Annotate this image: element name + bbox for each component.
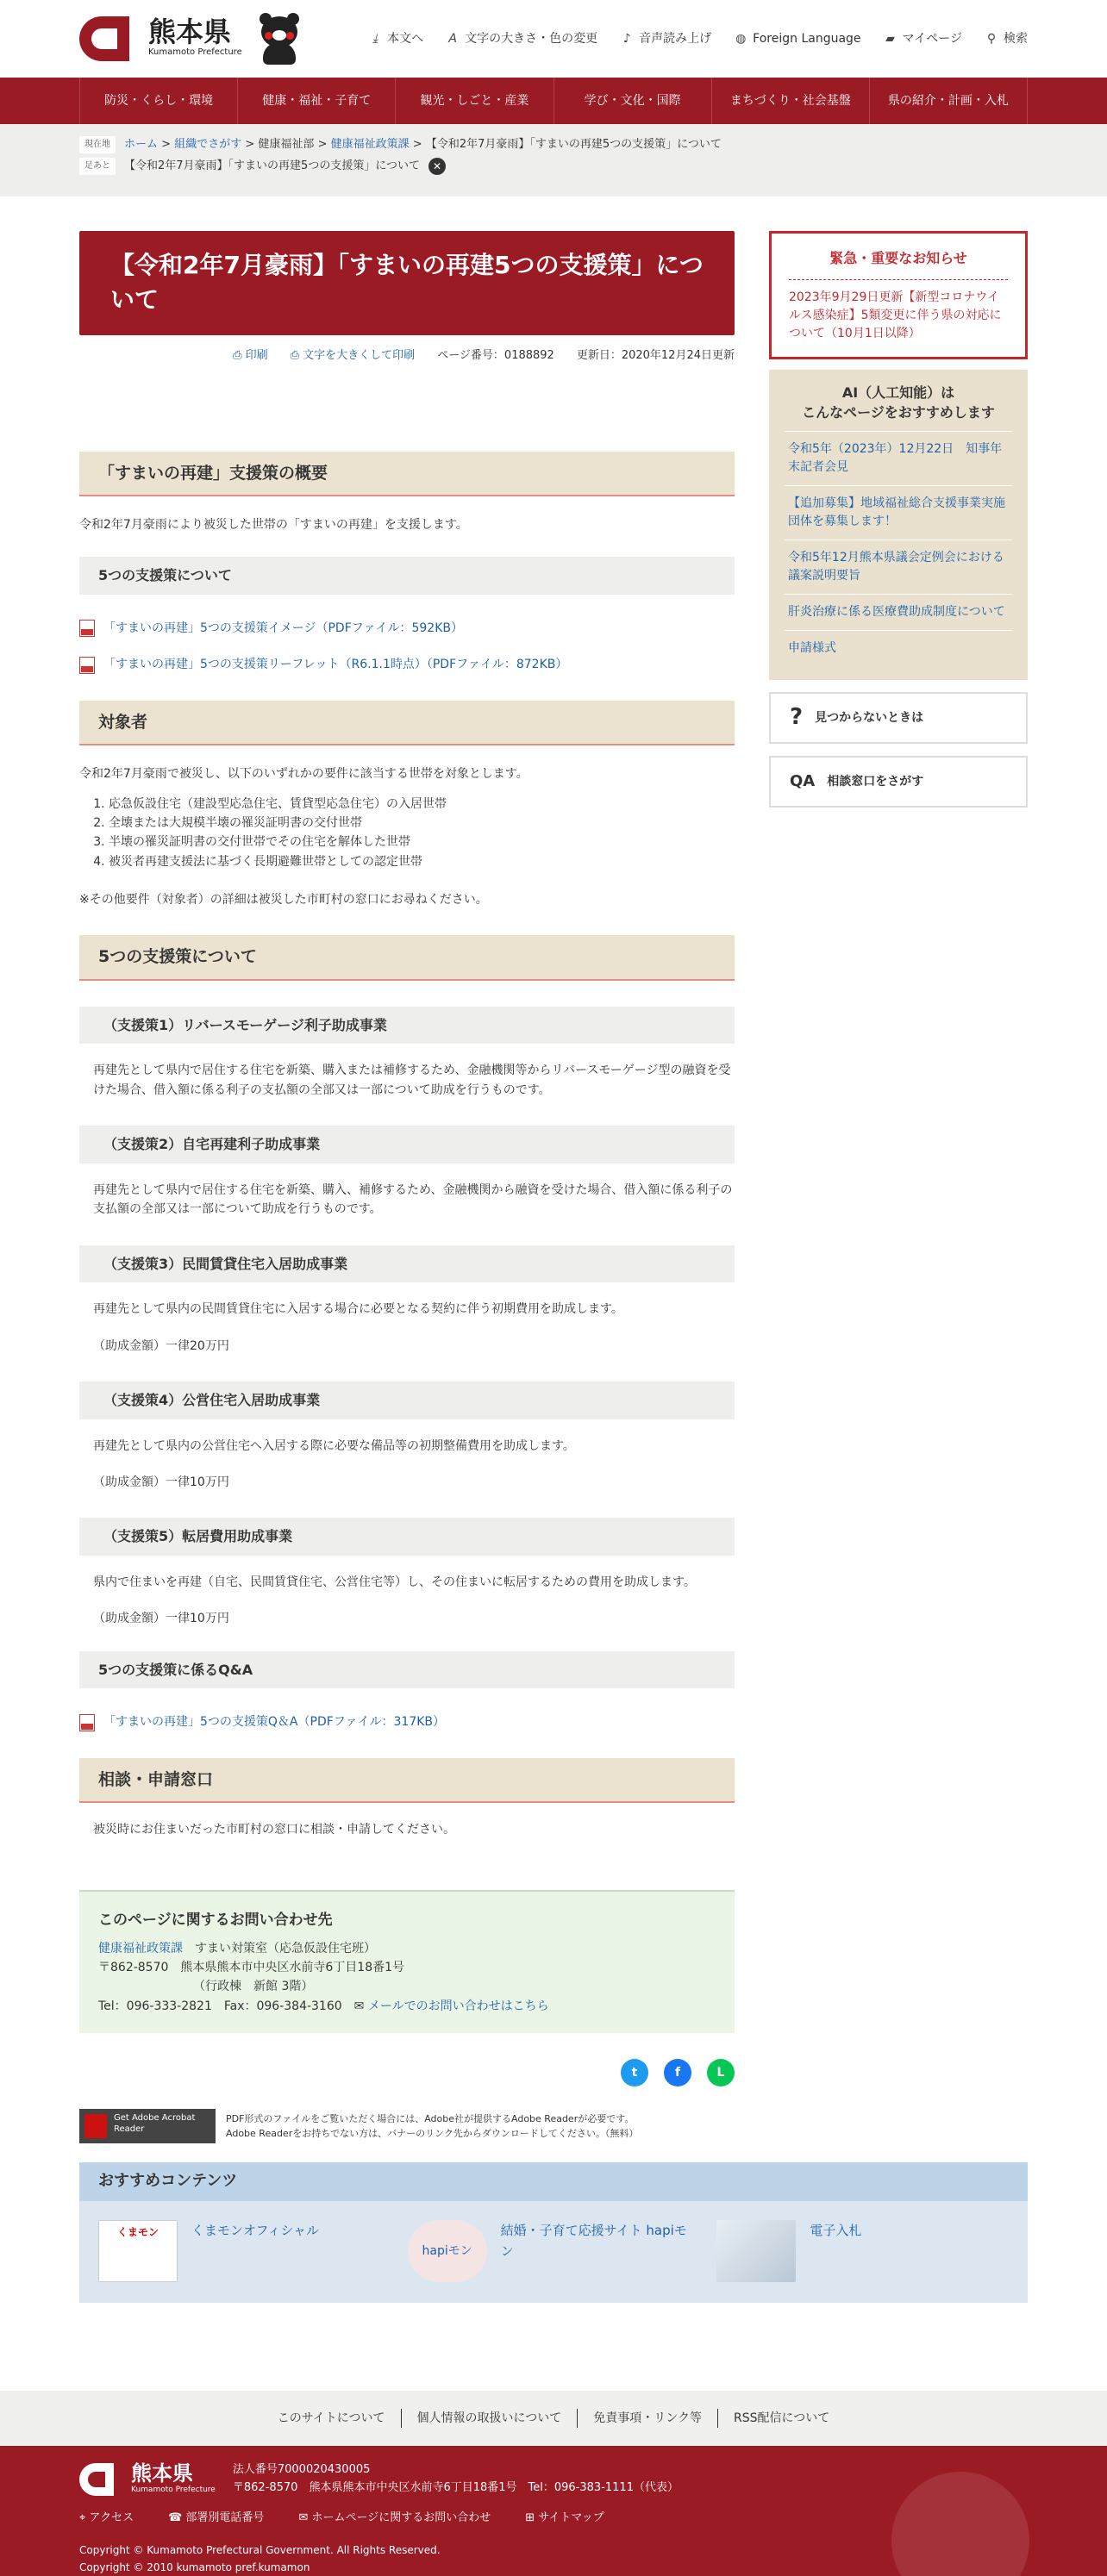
copyright-kumamon: Copyright © 2010 kumamoto pref.kumamon bbox=[79, 2560, 310, 2573]
measure-amount: （助成金額）一律10万円 bbox=[93, 1612, 229, 1626]
font-size-icon: A bbox=[448, 31, 457, 46]
section-heading: 対象者 bbox=[79, 701, 735, 745]
contact-address: 〒862-8570 熊本県熊本市中央区水前寺6丁目18番1号 bbox=[98, 1961, 405, 1975]
measure-amount: （助成金額）一律20万円 bbox=[93, 1338, 229, 1353]
close-icon[interactable]: ✕ bbox=[428, 158, 446, 175]
measure-amount: （助成金額）一律10万円 bbox=[93, 1475, 229, 1489]
mail-icon: ✉ bbox=[298, 2511, 312, 2524]
footer-links bbox=[0, 2391, 1107, 2446]
ebid-thumbnail bbox=[716, 2220, 796, 2282]
target-note: ※その他要件（対象者）の詳細は被災した市町村の窓口にお尋ねください。 bbox=[79, 893, 488, 908]
contact-tel: Tel：096-333-2821 Fax：096-384-3160 bbox=[98, 1999, 342, 2013]
footer-logo: 熊本県 Kumamoto Prefecture bbox=[79, 2463, 216, 2496]
target-text: 令和2年7月豪雨で被災し、以下のいずれかの要件に該当する世帯を対象とします。 bbox=[79, 767, 528, 782]
qa-bubble-icon: QA bbox=[790, 771, 816, 790]
printer-icon: ⎙ bbox=[290, 348, 303, 362]
acrobat-notice bbox=[79, 2109, 735, 2143]
measure-text: 再建先として県内で居住する住宅を新築、購入、補修するため、金融機関から融資を受けた場合、借入額に係る利子の支払額の全部又は一部について助成を行うものです。 bbox=[93, 1182, 733, 1217]
footer-phone-link[interactable]: ☎ 部署別電話番号 bbox=[168, 2511, 265, 2524]
measure-heading: （支援策1）リバースモーゲージ利子助成事業 bbox=[79, 1007, 735, 1045]
ai-link[interactable]: 【追加募集】地域福祉総合支援事業実施団体を募集します！ bbox=[785, 485, 1012, 540]
gnav-item-health[interactable]: 健康・福祉・子育て bbox=[237, 78, 395, 124]
emergency-title: 緊急・重要なお知らせ bbox=[789, 247, 1008, 281]
font-size-link[interactable]: A 文字の大きさ・色の変更 bbox=[446, 29, 597, 48]
line-icon[interactable]: L bbox=[707, 2059, 735, 2086]
mypage-link[interactable]: ▰ マイページ bbox=[884, 29, 962, 48]
list-item: 3. 半壊の罹災証明書の交付世帯でその住宅を解体した世帯 bbox=[109, 833, 735, 851]
breadcrumb: 現在地 ホーム > 組織でさがす > 健康福祉部 > 健康福祉政策課 > 【令和2年7月豪雨】「すまいの再建5つの支援策」について 足あと 【令和2年7月豪雨】「すまいの再建5つの支援策」について ✕ bbox=[0, 124, 1107, 196]
measure-text: 再建先として県内の公営住宅へ入居する際に必要な備品等の初期整備費用を助成します。 bbox=[93, 1438, 575, 1453]
hapimon-thumbnail: hapiモン bbox=[408, 2220, 487, 2282]
logo-title: 熊本県 bbox=[148, 16, 232, 48]
current-location-tag: 現在地 bbox=[79, 136, 116, 153]
mail-icon: ✉ bbox=[353, 1999, 365, 2013]
measure-text: 再建先として県内で居住する住宅を新築、購入または補修するため、金融機関等からリバースモーゲージ型の融資を受けた場合、借入額に係る利子の支払額の全部又は一部について助成を行うものです。 bbox=[93, 1063, 731, 1097]
footer-link-rss[interactable]: RSS配信について bbox=[717, 2409, 845, 2428]
list-item: 2. 全壊または大規模半壊の罹災証明書の交付世帯 bbox=[109, 814, 735, 833]
breadcrumb-home[interactable]: ホーム bbox=[124, 138, 159, 151]
pdf-link-qa[interactable]: 「すまいの再建」5つの支援策Q＆A（PDFファイル：317KB） bbox=[79, 1712, 735, 1731]
question-icon: ? bbox=[790, 704, 804, 731]
section-heading: 相談・申請窓口 bbox=[79, 1758, 735, 1803]
print-link[interactable]: ⎙ 印刷 bbox=[233, 348, 268, 362]
gnav-item-education[interactable]: 学び・文化・国際 bbox=[554, 78, 711, 124]
section-heading: 「すまいの再建」支援策の概要 bbox=[79, 452, 735, 496]
site-footer bbox=[0, 2446, 1107, 2576]
contact-dept-link[interactable]: 健康福祉政策課 bbox=[98, 1941, 183, 1955]
list-item: 4. 被災者再建支援法に基づく長期避難世帯としての認定世帯 bbox=[109, 852, 735, 871]
print-large-link[interactable]: ⎙ 文字を大きくして印刷 bbox=[290, 348, 416, 362]
ai-link[interactable]: 令和5年（2023年）12月22日 知事年末記者会見 bbox=[785, 431, 1012, 485]
overview-text: 令和2年7月豪雨により被災した世帯の「すまいの再建」を支援します。 bbox=[79, 517, 468, 532]
window-text: 被災時にお住まいだった市町村の窓口に相談・申請してください。 bbox=[93, 1823, 455, 1837]
list-item: 1. 応急仮設住宅（建設型応急住宅、賃貸型応急住宅）の入居世帯 bbox=[109, 795, 735, 814]
trail-item[interactable]: 【令和2年7月豪雨】「すまいの再建5つの支援策」について bbox=[124, 159, 421, 172]
contact-mail-link[interactable]: メールでのお問い合わせはこちら bbox=[367, 1999, 549, 2013]
footer-link-disclaimer[interactable]: 免責事項・リンク等 bbox=[577, 2409, 717, 2428]
kumamon-thumbnail: くまモン bbox=[98, 2220, 178, 2282]
footer-access-link[interactable]: ⌖ アクセス bbox=[79, 2511, 134, 2524]
ai-link[interactable]: 令和5年12月熊本県議会定例会における議案説明要旨 bbox=[785, 540, 1012, 594]
contact-title: このページに関するお問い合わせ先 bbox=[98, 1911, 333, 1929]
breadcrumb-dept: 健康福祉部 bbox=[258, 138, 315, 151]
breadcrumb-org[interactable]: 組織でさがす bbox=[174, 138, 242, 151]
section-heading: 5つの支援策について bbox=[79, 935, 735, 980]
pdf-icon bbox=[79, 1714, 95, 1731]
acrobat-text-1: PDF形式のファイルをご覧いただく場合には、Adobe社が提供するAdobe Readerが必要です。 bbox=[226, 2112, 635, 2124]
gnav-item-safety[interactable]: 防災・くらし・環境 bbox=[79, 78, 237, 124]
acrobat-banner[interactable]: Get Adobe Acrobat Reader bbox=[79, 2109, 216, 2143]
share-buttons bbox=[79, 2059, 735, 2086]
kumamoto-emblem-icon bbox=[79, 2463, 122, 2496]
consult-button[interactable]: QA 相談窓口をさがす bbox=[769, 756, 1028, 808]
sitemap-icon: ⊞ bbox=[525, 2511, 539, 2524]
site-logo[interactable] bbox=[79, 13, 303, 65]
page-number: ページ番号：0188892 bbox=[437, 348, 554, 362]
acrobat-text-2: Adobe Readerをお持ちでない方は、バナーのリンク先からダウンロードしてください。（無料） bbox=[226, 2128, 639, 2140]
footer-inquiry-link[interactable]: ✉ ホームページに関するお問い合わせ bbox=[298, 2511, 491, 2524]
global-nav bbox=[0, 78, 1107, 124]
recommend-title: おすすめコンテンツ bbox=[79, 2162, 1028, 2201]
footer-address: 〒862-8570 熊本県熊本市中央区水前寺6丁目18番1号 Tel：096-383-1111（代表） bbox=[232, 2480, 679, 2494]
speaker-icon: ♪ bbox=[622, 31, 631, 46]
not-found-button[interactable]: ? 見つからないときは bbox=[769, 692, 1028, 744]
recommend-item-kumamon[interactable]: くまモン くまモンオフィシャル bbox=[98, 2220, 391, 2282]
footer-link-privacy[interactable]: 個人情報の取扱いについて bbox=[401, 2409, 578, 2428]
pdf-link-image[interactable]: 「すまいの再建」5つの支援策イメージ（PDFファイル：592KB） bbox=[79, 619, 735, 638]
pin-icon: ⌖ bbox=[79, 2511, 90, 2524]
pdf-link-leaflet[interactable]: 「すまいの再建」5つの支援策リーフレット（R6.1.1時点）（PDFファイル：872KB） bbox=[79, 655, 735, 674]
contact-sub: すまい対策室（応急仮設住宅班） bbox=[195, 1941, 376, 1955]
measure-heading: （支援策3）民間賃貸住宅入居助成事業 bbox=[79, 1245, 735, 1283]
skip-to-content-link[interactable]: ⤓ 本文へ bbox=[368, 29, 423, 48]
page-title: 【令和2年7月豪雨】「すまいの再建5つの支援策」について bbox=[79, 231, 735, 335]
globe-icon: ◍ bbox=[735, 31, 747, 46]
gnav-item-tourism[interactable]: 観光・しごと・産業 bbox=[395, 78, 553, 124]
footer-sitemap-link[interactable]: ⊞ サイトマップ bbox=[525, 2511, 604, 2524]
pdf-icon bbox=[79, 620, 95, 637]
main-content bbox=[79, 231, 735, 2144]
breadcrumb-section[interactable]: 健康福祉政策課 bbox=[330, 138, 410, 151]
ai-recommend: AI（人工知能）は こんなページをおすすめします 令和5年（2023年）12月22日 知事年末記者会見 【追加募集】地域福祉総合支援事業実施団体を募集します！ 令和5年12月熊本県議会定例会における議案説明要旨 肝炎治療に係る医療費助成制度について 申請様式 bbox=[769, 370, 1028, 680]
logo-subtitle: Kumamoto Prefecture bbox=[148, 47, 242, 57]
facebook-icon[interactable]: f bbox=[664, 2059, 691, 2086]
recommended-contents bbox=[79, 2162, 1028, 2303]
kumamoto-emblem-icon bbox=[79, 16, 140, 61]
measure-text: 再建先として県内の民間賃貸住宅に入居する場合に必要となる契約に伴う初期費用を助成します。 bbox=[93, 1302, 623, 1317]
printer-icon: ⎙ bbox=[233, 348, 246, 362]
search-link[interactable]: ⚲ 検索 bbox=[985, 29, 1028, 48]
foreign-language-link[interactable]: ◍ Foreign Language bbox=[734, 29, 860, 48]
download-icon: ⤓ bbox=[372, 31, 378, 46]
twitter-icon[interactable]: t bbox=[621, 2059, 648, 2086]
subsection-heading: 5つの支援策に係るQ&A bbox=[79, 1651, 735, 1689]
emergency-notice bbox=[769, 231, 1028, 360]
recommend-item-ebid[interactable]: 電子入札 bbox=[716, 2220, 1009, 2282]
trail-tag: 足あと bbox=[79, 158, 116, 175]
kumamon-icon bbox=[256, 13, 303, 65]
ai-link[interactable]: 肝炎治療に係る医療費助成制度について bbox=[785, 594, 1012, 630]
breadcrumb-current: 【令和2年7月豪雨】「すまいの再建5つの支援策」について bbox=[425, 138, 722, 151]
measure-heading: （支援策2）自宅再建利子助成事業 bbox=[79, 1126, 735, 1163]
requirement-list bbox=[109, 795, 735, 872]
measure-heading: （支援策4）公営住宅入居助成事業 bbox=[79, 1382, 735, 1419]
gnav-item-infrastructure[interactable]: まちづくり・社会基盤 bbox=[711, 78, 869, 124]
speech-link[interactable]: ♪ 音声読み上げ bbox=[620, 29, 711, 48]
folder-icon: ▰ bbox=[885, 31, 895, 46]
subsection-heading: 5つの支援策について bbox=[79, 557, 735, 595]
search-icon: ⚲ bbox=[986, 31, 997, 46]
pdf-icon bbox=[79, 657, 95, 674]
ai-link[interactable]: 申請様式 bbox=[785, 630, 1012, 666]
footer-link-about[interactable]: このサイトについて bbox=[277, 2411, 385, 2425]
measure-heading: （支援策5）転居費用助成事業 bbox=[79, 1518, 735, 1556]
sidebar bbox=[769, 231, 1028, 2144]
contact-building: （行政棟 新館 3階） bbox=[193, 1980, 314, 1994]
emergency-link[interactable]: 2023年9月29日更新【新型コロナウイルス感染症】5類変更に伴う県の対応について（10月1日以降） bbox=[789, 290, 1002, 341]
gnav-item-about[interactable]: 県の紹介・計画・入札 bbox=[869, 78, 1028, 124]
phonebook-icon: ☎ bbox=[168, 2511, 186, 2524]
recommend-item-hapimon[interactable]: hapiモン 結婚・子育て応援サイト hapiモン bbox=[408, 2220, 700, 2282]
utility-nav bbox=[368, 29, 1028, 48]
copyright: Copyright © Kumamoto Prefectural Government. All Rights Reserved. bbox=[79, 2544, 441, 2557]
corporate-number: 法人番号7000020430005 bbox=[232, 2463, 371, 2476]
site-header bbox=[0, 0, 1107, 78]
measure-text: 県内で住まいを再建（自宅、民間賃貸住宅、公営住宅等）し、その住まいに転居するための費用を助成します。 bbox=[93, 1575, 696, 1589]
updated-date: 更新日：2020年12月24日更新 bbox=[576, 348, 735, 362]
contact-box bbox=[79, 1890, 735, 2034]
